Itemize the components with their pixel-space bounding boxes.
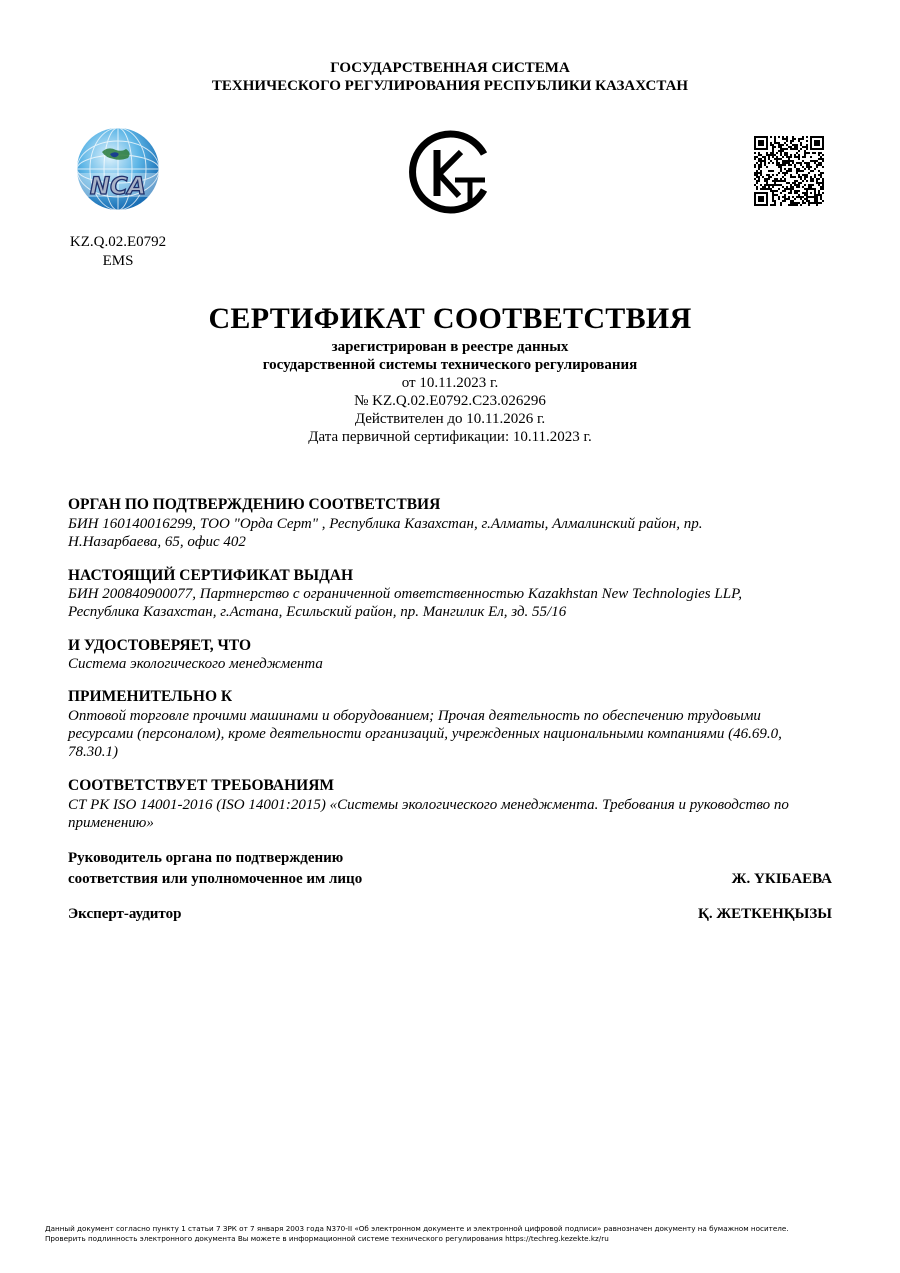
requirements-text-1: СТ РК ISO 14001-2016 (ISO 14001:2015) «Системы экологического менеджмента. Требования и руководство по (68, 797, 789, 813)
organ-heading: ОРГАН ПО ПОДТВЕРЖДЕНИЮ СООТВЕТСТВИЯ (68, 496, 441, 513)
organ-text-2: Н.Назарбаева, 65, офис 402 (68, 534, 246, 550)
first-certification-date: Дата первичной сертификации: 10.11.2023 г. (308, 429, 592, 445)
registered-line-2: государственной системы технического регулирования (262, 357, 638, 373)
applies-text-2: ресурсами (персоналом), кроме деятельности организаций, учрежденных национальными компаниями (46.69.0, (68, 726, 782, 742)
certificate-title: СЕРТИФИКАТ СООТВЕТСТВИЯ (208, 302, 692, 335)
footer-line-2: Проверить подлинность электронного документа Вы можете в информационной системе технического регулирования https://techreg.kezekte.kz/ru (45, 1234, 609, 1243)
issued-text-1: БИН 200840900077, Партнерство с ограниченной ответственностью Kazakhstan New Technologies LLP, (68, 586, 743, 602)
expert-label: Эксперт-аудитор (68, 906, 182, 922)
applies-heading: ПРИМЕНИТЕЛЬНО К (68, 688, 233, 705)
applies-text-3: 78.30.1) (68, 744, 118, 760)
kz-conformity-mark-icon (409, 128, 493, 216)
certifies-text-1: Система экологического менеджмента (68, 656, 323, 672)
valid-until: Действителен до 10.11.2026 г. (354, 411, 546, 427)
nca-globe-logo (66, 127, 172, 219)
certificate-date: от 10.11.2023 г. (401, 375, 499, 391)
accreditation-type: EMS (102, 253, 134, 269)
svg-text:NCA: NCA (89, 172, 147, 200)
requirements-text-2: применению» (68, 815, 154, 831)
header-line-2: ТЕХНИЧЕСКОГО РЕГУЛИРОВАНИЯ РЕСПУБЛИКИ КАЗАХСТАН (211, 78, 689, 94)
accreditation-code: KZ.Q.02.E0792 (69, 234, 167, 250)
expert-name: Қ. ЖЕТКЕНҚЫЗЫ (697, 906, 832, 922)
footer-line-1: Данный документ согласно пункту 1 статьи 7 ЗРК от 7 января 2003 года N370-II «Об электронном документе и электронной цифровой подписи» равнозначен документу на бумажном носителе. (45, 1224, 789, 1233)
head-label-1: Руководитель органа по подтверждению (68, 850, 344, 866)
certifies-heading: И УДОСТОВЕРЯЕТ, ЧТО (68, 637, 252, 654)
issued-text-2: Республика Казахстан, г.Астана, Есильский район, пр. Мангилик Ел, зд. 55/16 (68, 604, 567, 620)
head-name: Ж. ҮКІБАЕВА (731, 871, 832, 887)
head-label-2: соответствия или уполномоченное им лицо (68, 871, 363, 887)
requirements-heading: СООТВЕТСТВУЕТ ТРЕБОВАНИЯМ (68, 777, 335, 794)
applies-text-1: Оптовой торговле прочими машинами и оборудованием; Прочая деятельность по обеспечению трудовыми (68, 708, 761, 724)
registered-line-1: зарегистрирован в реестре данных (331, 339, 569, 355)
qr-code-icon (754, 136, 824, 206)
issued-heading: НАСТОЯЩИЙ СЕРТИФИКАТ ВЫДАН (68, 567, 354, 584)
header-line-1: ГОСУДАРСТВЕННАЯ СИСТЕМА (330, 60, 570, 76)
organ-text-1: БИН 160140016299, ТОО "Орда Серт" , Республика Казахстан, г.Алматы, Алмалинский район, пр. (68, 516, 703, 532)
certificate-number: № KZ.Q.02.E0792.C23.026296 (354, 393, 546, 409)
